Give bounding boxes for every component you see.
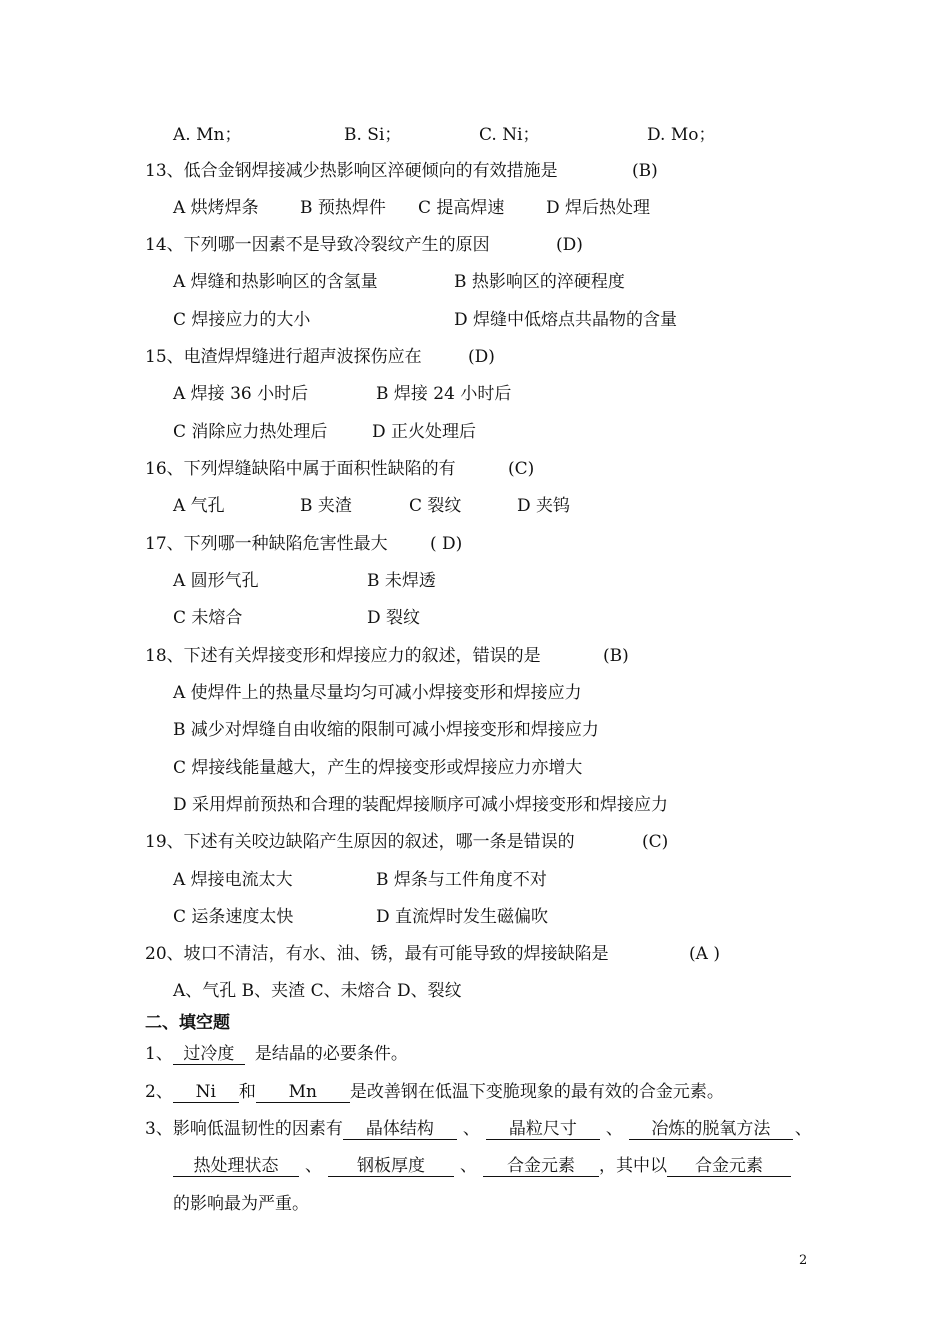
fill-item-3: [145, 1118, 814, 1140]
option-a: A 焊缝和热影响区的含氢量: [173, 272, 378, 292]
option-c: C. Ni；: [479, 125, 540, 145]
separator: 、: [794, 1119, 812, 1139]
answer: (C): [642, 832, 669, 852]
answer-blank: 热处理状态: [173, 1156, 299, 1177]
separator: 、: [305, 1156, 322, 1176]
option-list: A、气孔 B、夹渣 C、未熔合 D、裂纹: [173, 981, 462, 1001]
question-stem: 19、下述有关咬边缺陷产生原因的叙述，哪一条是错误的: [145, 832, 575, 852]
separator: 、: [605, 1119, 623, 1139]
answer: (C): [508, 459, 535, 479]
option-b: B 焊接 24 小时后: [376, 384, 512, 404]
question-stem: 20、坡口不清洁，有水、油、锈，最有可能导致的焊接缺陷是: [145, 944, 609, 964]
option-b: B 减少对焊缝自由收缩的限制可减小焊接变形和焊接应力: [173, 720, 599, 740]
page-number: 2: [799, 1253, 808, 1268]
answer-blank: 钢板厚度: [328, 1156, 454, 1177]
item-text: 3、影响低温韧性的因素有: [145, 1119, 343, 1139]
answer: (A ): [689, 944, 720, 964]
option-b: B 热影响区的淬硬程度: [454, 272, 625, 292]
fill-item-1: [145, 1043, 408, 1065]
option-c: C 裂纹: [409, 496, 462, 516]
option-b: B. Si；: [344, 125, 402, 145]
option-d: D 直流焊时发生磁偏吹: [376, 907, 549, 927]
option-d: D 采用焊前预热和合理的装配焊接顺序可减小焊接变形和焊接应力: [173, 795, 669, 815]
option-a: A 烘烤焊条: [173, 198, 259, 218]
answer: (B): [632, 161, 658, 181]
option-d: D. Mo；: [647, 125, 716, 145]
section-title: 二、填空题: [145, 1013, 230, 1033]
answer: (D): [468, 347, 495, 367]
answer-blank: Mn: [256, 1082, 350, 1103]
option-c: C 运条速度太快: [173, 907, 294, 927]
option-c: C 未熔合: [173, 608, 243, 628]
fill-item-2: [145, 1081, 724, 1103]
option-c: C 焊接应力的大小: [173, 310, 311, 330]
answer-blank: 晶体结构: [343, 1119, 457, 1140]
option-b: B 未焊透: [367, 571, 436, 591]
answer: ( D): [430, 534, 463, 554]
item-text: ，其中以: [599, 1156, 667, 1176]
option-a: A 气孔: [173, 496, 225, 516]
separator: 、: [460, 1156, 477, 1176]
item-text: 是改善钢在低温下变脆现象的最有效的合金元素。: [349, 1082, 724, 1102]
answer-blank: 晶粒尺寸: [486, 1119, 600, 1140]
question-stem: 18、下述有关焊接变形和焊接应力的叙述，错误的是: [145, 646, 541, 666]
option-b: B 焊条与工件角度不对: [376, 870, 547, 890]
option-d: D 裂纹: [367, 608, 421, 628]
option-d: D 正火处理后: [372, 422, 477, 442]
item-text: 和: [238, 1082, 256, 1102]
option-b: B 预热焊件: [300, 198, 386, 218]
item-text: 的影响最为严重。: [173, 1194, 309, 1214]
answer-blank: 过冷度: [173, 1044, 245, 1065]
answer: (B): [603, 646, 629, 666]
option-c: C 消除应力热处理后: [173, 422, 328, 442]
option-a: A. Mn；: [173, 125, 242, 145]
answer-blank: 合金元素: [667, 1156, 791, 1177]
item-number: 1、: [145, 1044, 173, 1064]
option-d: D 焊后热处理: [546, 198, 651, 218]
question-stem: 14、下列哪一因素不是导致冷裂纹产生的原因: [145, 235, 490, 255]
option-d: D 夹钨: [517, 496, 571, 516]
option-a: A 圆形气孔: [173, 571, 259, 591]
fill-item-3-cont: [173, 1155, 791, 1177]
answer-blank: 合金元素: [483, 1156, 599, 1177]
question-stem: 13、低合金钢焊接减少热影响区淬硬倾向的有效措施是: [145, 161, 558, 181]
option-c: C 焊接线能量越大，产生的焊接变形或焊接应力亦增大: [173, 758, 583, 778]
option-d: D 焊缝中低熔点共晶物的含量: [454, 310, 678, 330]
option-a: A 焊接 36 小时后: [173, 384, 309, 404]
question-stem: 17、下列哪一种缺陷危害性最大: [145, 534, 388, 554]
answer: (D): [556, 235, 583, 255]
answer-blank: 冶炼的脱氧方法: [629, 1119, 793, 1140]
item-number: 2、: [145, 1082, 173, 1102]
option-c: C 提高焊速: [418, 198, 505, 218]
option-a: A 使焊件上的热量尽量均匀可减小焊接变形和焊接应力: [173, 683, 582, 703]
question-stem: 15、电渣焊焊缝进行超声波探伤应在: [145, 347, 422, 367]
separator: 、: [462, 1119, 480, 1139]
answer-blank: Ni: [173, 1082, 239, 1103]
question-stem: 16、下列焊缝缺陷中属于面积性缺陷的有: [145, 459, 456, 479]
option-a: A 焊接电流太大: [173, 870, 293, 890]
item-text: 是结晶的必要条件。: [254, 1044, 408, 1064]
option-b: B 夹渣: [300, 496, 352, 516]
